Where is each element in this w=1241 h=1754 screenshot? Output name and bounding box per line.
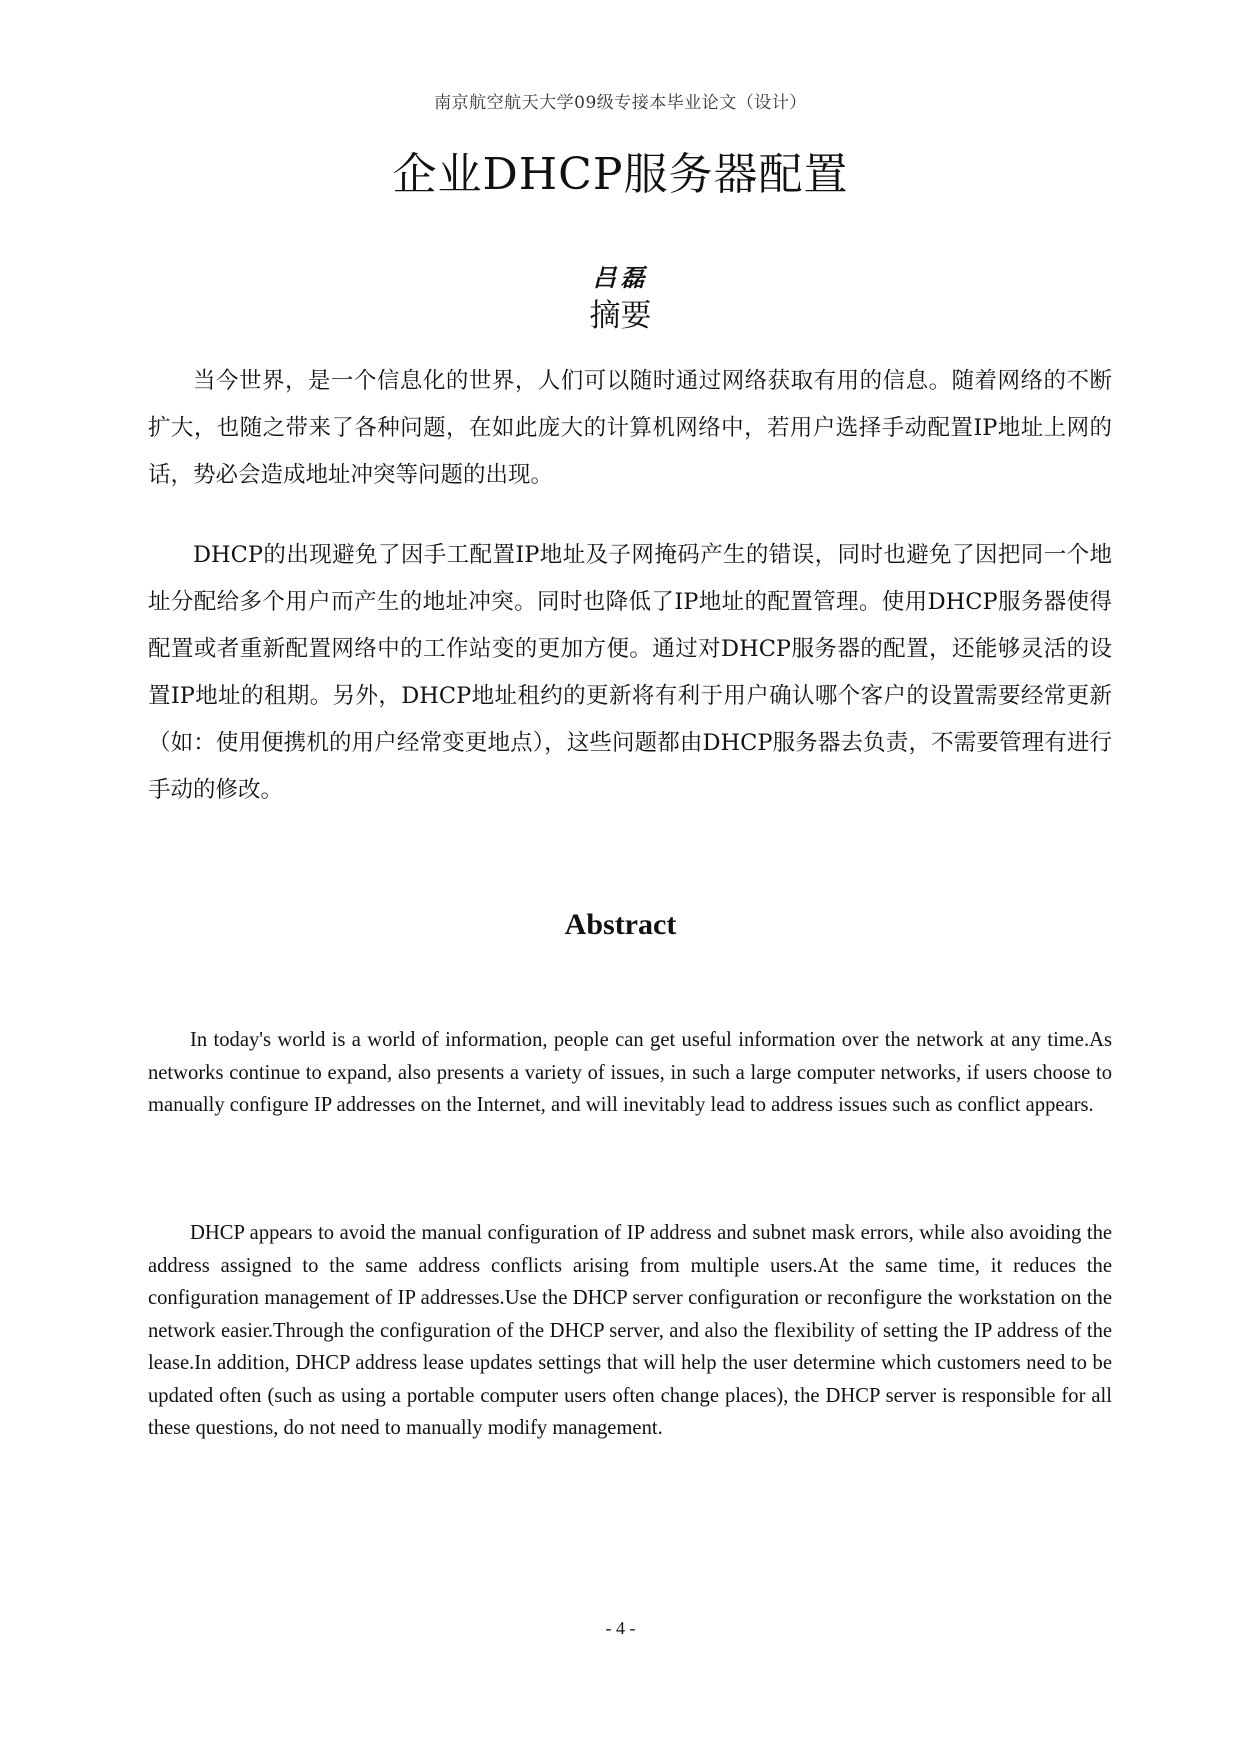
author-name: 吕磊 <box>592 263 649 292</box>
running-header: 南京航空航天大学09级专接本毕业论文（设计） <box>434 93 807 113</box>
chinese-abstract-paragraph-2: DHCP的出现避免了因手工配置IP地址及子网掩码产生的错误，同时也避免了因把同一个地址分配给多个用户而产生的地址冲突。同时也降低了IP地址的配置管理。使用DHCP服务器使得配置或者重新配置网络中的工作站变的更加方便。通过对DHCP服务器的配置，还能够灵活的设置IP地址的租期。另外，DHCP地址租约的更新将有利于用户确认哪个客户的设置需要经常更新（如：使用便携机的用户经常变更地点），这些问题都由DHCP服务器去负责，不需要管理有进行手动的修改。 <box>148 542 1112 803</box>
chinese-abstract-heading: 摘要 <box>589 298 652 334</box>
english-abstract-paragraph-2: DHCP appears to avoid the manual configuration of IP address and subnet mask errors, while also avoiding the address assigned to the same address conflicts arising from multiple users.At the same time, it reduces the configuration management of IP addresses.Use the DHCP server configuration or reconfigure the workstation on the network easier.Through the configuration of the DHCP server, and also the flexibility of setting the IP address of the lease.In addition, DHCP address lease updates settings that will help the user determine which customers need to be updated often (such as using a portable computer users often change places), the DHCP server is responsible for all these questions, do not need to manually modify management. <box>148 1222 1112 1439</box>
thesis-title: 企业DHCP服务器配置 <box>392 149 849 200</box>
page-number: - 4 - <box>605 1618 636 1638</box>
english-abstract-paragraph-1: In today's world is a world of information, people can get useful information over the network at any time.As networks continue to expand, also presents a variety of issues, in such a large computer networks, if users choose to manually configure IP addresses on the Internet, and will inevitably lead to address issues such as conflict appears. <box>148 1029 1112 1116</box>
chinese-abstract-paragraph-1: 当今世界，是一个信息化的世界，人们可以随时通过网络获取有用的信息。随着网络的不断扩大，也随之带来了各种问题，在如此庞大的计算机网络中，若用户选择手动配置IP地址上网的话，势必会造成地址冲突等问题的出现。 <box>148 368 1112 488</box>
english-abstract-heading: Abstract <box>564 908 677 941</box>
